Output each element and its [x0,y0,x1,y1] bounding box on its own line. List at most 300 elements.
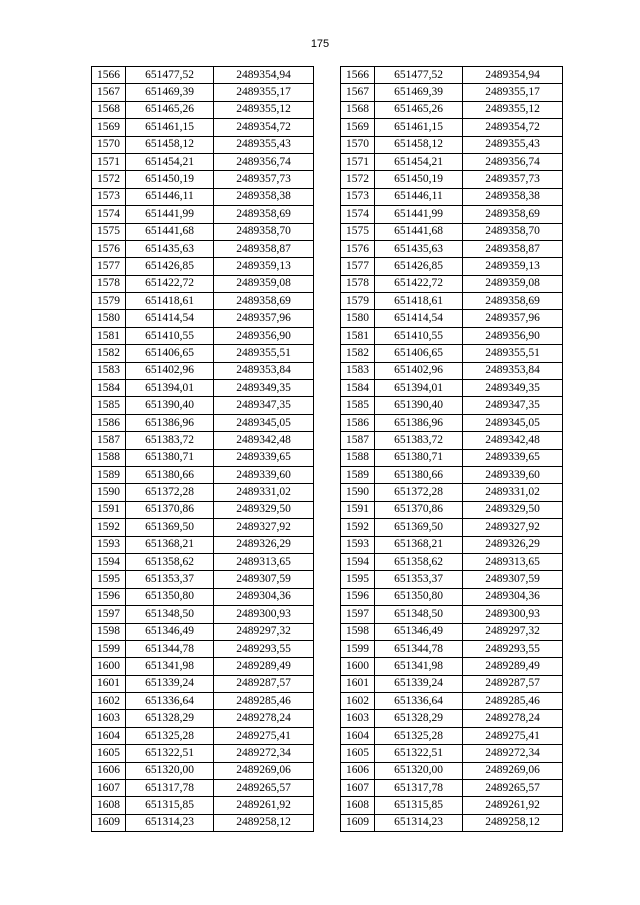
table-row [92,640,314,657]
y-coordinate-cell: 2489285,46 [214,693,314,710]
point-number-cell: 1607 [92,780,126,797]
y-coordinate-cell: 2489357,96 [214,310,314,327]
y-coordinate-cell: 2489356,90 [463,327,563,344]
table-row [92,275,314,292]
table-row [92,449,314,466]
y-coordinate-cell: 2489358,69 [214,293,314,310]
point-number-cell: 1575 [341,223,375,240]
y-coordinate-cell: 2489355,17 [463,84,563,101]
point-number-cell: 1606 [341,762,375,779]
table-row [92,432,314,449]
x-coordinate-cell: 651339,24 [375,675,463,692]
y-coordinate-cell: 2489300,93 [463,606,563,623]
x-coordinate-cell: 651380,71 [375,449,463,466]
point-number-cell: 1603 [92,710,126,727]
table-row [341,466,563,483]
y-coordinate-cell: 2489265,57 [214,780,314,797]
x-coordinate-cell: 651372,28 [375,484,463,501]
y-coordinate-cell: 2489304,36 [214,588,314,605]
point-number-cell: 1577 [92,258,126,275]
x-coordinate-cell: 651315,85 [375,797,463,814]
y-coordinate-cell: 2489313,65 [463,553,563,570]
x-coordinate-cell: 651380,66 [375,466,463,483]
point-number-cell: 1574 [92,206,126,223]
coordinates-table-right [340,66,563,832]
point-number-cell: 1608 [341,797,375,814]
x-coordinate-cell: 651461,15 [126,119,214,136]
y-coordinate-cell: 2489278,24 [214,710,314,727]
x-coordinate-cell: 651336,64 [126,693,214,710]
table-row [341,223,563,240]
y-coordinate-cell: 2489289,49 [214,658,314,675]
point-number-cell: 1575 [92,223,126,240]
point-number-cell: 1581 [341,327,375,344]
x-coordinate-cell: 651383,72 [126,432,214,449]
x-coordinate-cell: 651380,66 [126,466,214,483]
y-coordinate-cell: 2489359,13 [463,258,563,275]
point-number-cell: 1588 [341,449,375,466]
y-coordinate-cell: 2489358,38 [214,188,314,205]
point-number-cell: 1579 [92,293,126,310]
x-coordinate-cell: 651441,68 [126,223,214,240]
table-row [341,258,563,275]
y-coordinate-cell: 2489347,35 [463,397,563,414]
point-number-cell: 1583 [92,362,126,379]
table-row [92,119,314,136]
x-coordinate-cell: 651454,21 [375,153,463,170]
y-coordinate-cell: 2489304,36 [463,588,563,605]
point-number-cell: 1587 [92,432,126,449]
y-coordinate-cell: 2489355,17 [214,84,314,101]
point-number-cell: 1594 [92,553,126,570]
table-row [341,814,563,831]
table-row [341,84,563,101]
x-coordinate-cell: 651344,78 [126,640,214,657]
x-coordinate-cell: 651353,37 [375,571,463,588]
table-row [341,240,563,257]
x-coordinate-cell: 651477,52 [126,67,214,84]
table-row [341,119,563,136]
point-number-cell: 1578 [341,275,375,292]
table-row [341,501,563,518]
table-row [92,588,314,605]
point-number-cell: 1568 [341,101,375,118]
x-coordinate-cell: 651372,28 [126,484,214,501]
point-number-cell: 1590 [92,484,126,501]
table-row [341,571,563,588]
point-number-cell: 1566 [92,67,126,84]
point-number-cell: 1602 [92,693,126,710]
table-row [341,310,563,327]
table-row [341,293,563,310]
point-number-cell: 1599 [341,640,375,657]
x-coordinate-cell: 651353,37 [126,571,214,588]
table-row [92,293,314,310]
y-coordinate-cell: 2489345,05 [214,414,314,431]
point-number-cell: 1576 [92,240,126,257]
table-row [341,797,563,814]
x-coordinate-cell: 651315,85 [126,797,214,814]
point-number-cell: 1600 [341,658,375,675]
point-number-cell: 1587 [341,432,375,449]
x-coordinate-cell: 651339,24 [126,675,214,692]
table-row [92,240,314,257]
table-row [92,362,314,379]
table-row [92,310,314,327]
table-row [92,397,314,414]
point-number-cell: 1595 [92,571,126,588]
table-row [92,171,314,188]
x-coordinate-cell: 651402,96 [375,362,463,379]
x-coordinate-cell: 651418,61 [126,293,214,310]
y-coordinate-cell: 2489269,06 [214,762,314,779]
x-coordinate-cell: 651325,28 [375,727,463,744]
y-coordinate-cell: 2489359,13 [214,258,314,275]
x-coordinate-cell: 651394,01 [126,380,214,397]
point-number-cell: 1595 [341,571,375,588]
x-coordinate-cell: 651368,21 [375,536,463,553]
x-coordinate-cell: 651320,00 [126,762,214,779]
y-coordinate-cell: 2489285,46 [463,693,563,710]
x-coordinate-cell: 651414,54 [375,310,463,327]
y-coordinate-cell: 2489347,35 [214,397,314,414]
y-coordinate-cell: 2489357,73 [463,171,563,188]
point-number-cell: 1567 [341,84,375,101]
y-coordinate-cell: 2489354,94 [214,67,314,84]
point-number-cell: 1585 [341,397,375,414]
point-number-cell: 1579 [341,293,375,310]
point-number-cell: 1604 [92,727,126,744]
point-number-cell: 1591 [92,501,126,518]
table-row [92,501,314,518]
y-coordinate-cell: 2489339,65 [214,449,314,466]
table-row [341,484,563,501]
y-coordinate-cell: 2489297,32 [463,623,563,640]
x-coordinate-cell: 651322,51 [375,745,463,762]
y-coordinate-cell: 2489275,41 [463,727,563,744]
point-number-cell: 1597 [92,606,126,623]
point-number-cell: 1580 [92,310,126,327]
table-row [92,223,314,240]
x-coordinate-cell: 651435,63 [375,240,463,257]
table-row [341,275,563,292]
x-coordinate-cell: 651314,23 [126,814,214,831]
x-coordinate-cell: 651394,01 [375,380,463,397]
y-coordinate-cell: 2489307,59 [214,571,314,588]
y-coordinate-cell: 2489358,70 [214,223,314,240]
point-number-cell: 1596 [92,588,126,605]
point-number-cell: 1583 [341,362,375,379]
x-coordinate-cell: 651435,63 [126,240,214,257]
point-number-cell: 1574 [341,206,375,223]
y-coordinate-cell: 2489300,93 [214,606,314,623]
y-coordinate-cell: 2489289,49 [463,658,563,675]
x-coordinate-cell: 651441,68 [375,223,463,240]
x-coordinate-cell: 651341,98 [375,658,463,675]
table-row [92,84,314,101]
x-coordinate-cell: 651317,78 [126,780,214,797]
page-number: 175 [310,38,330,50]
x-coordinate-cell: 651350,80 [375,588,463,605]
table-row [341,553,563,570]
point-number-cell: 1576 [341,240,375,257]
point-number-cell: 1608 [92,797,126,814]
y-coordinate-cell: 2489331,02 [214,484,314,501]
table-row [92,762,314,779]
x-coordinate-cell: 651314,23 [375,814,463,831]
table-row [341,675,563,692]
point-number-cell: 1572 [341,171,375,188]
x-coordinate-cell: 651336,64 [375,693,463,710]
x-coordinate-cell: 651465,26 [375,101,463,118]
point-number-cell: 1573 [92,188,126,205]
x-coordinate-cell: 651410,55 [375,327,463,344]
point-number-cell: 1572 [92,171,126,188]
x-coordinate-cell: 651369,50 [126,519,214,536]
y-coordinate-cell: 2489354,72 [214,119,314,136]
table-row [92,258,314,275]
y-coordinate-cell: 2489339,60 [214,466,314,483]
table-row [341,449,563,466]
point-number-cell: 1593 [92,536,126,553]
table-row [341,606,563,623]
x-coordinate-cell: 651383,72 [375,432,463,449]
x-coordinate-cell: 651325,28 [126,727,214,744]
table-row [341,536,563,553]
table-row [341,623,563,640]
y-coordinate-cell: 2489345,05 [463,414,563,431]
point-number-cell: 1569 [92,119,126,136]
x-coordinate-cell: 651386,96 [375,414,463,431]
x-coordinate-cell: 651461,15 [375,119,463,136]
y-coordinate-cell: 2489293,55 [463,640,563,657]
y-coordinate-cell: 2489357,73 [214,171,314,188]
y-coordinate-cell: 2489342,48 [463,432,563,449]
x-coordinate-cell: 651358,62 [126,553,214,570]
point-number-cell: 1609 [92,814,126,831]
point-number-cell: 1603 [341,710,375,727]
x-coordinate-cell: 651458,12 [375,136,463,153]
x-coordinate-cell: 651322,51 [126,745,214,762]
x-coordinate-cell: 651370,86 [375,501,463,518]
table-row [92,327,314,344]
point-number-cell: 1570 [92,136,126,153]
y-coordinate-cell: 2489356,74 [214,153,314,170]
point-number-cell: 1586 [92,414,126,431]
table-row [341,136,563,153]
table-row [341,727,563,744]
table-row [92,814,314,831]
x-coordinate-cell: 651320,00 [375,762,463,779]
y-coordinate-cell: 2489358,87 [463,240,563,257]
point-number-cell: 1585 [92,397,126,414]
x-coordinate-cell: 651346,49 [126,623,214,640]
y-coordinate-cell: 2489261,92 [463,797,563,814]
x-coordinate-cell: 651469,39 [375,84,463,101]
table-row [341,745,563,762]
y-coordinate-cell: 2489272,34 [463,745,563,762]
y-coordinate-cell: 2489356,74 [463,153,563,170]
table-row [341,362,563,379]
point-number-cell: 1607 [341,780,375,797]
table-row [92,571,314,588]
y-coordinate-cell: 2489326,29 [214,536,314,553]
point-number-cell: 1601 [92,675,126,692]
point-number-cell: 1571 [341,153,375,170]
table-row [92,606,314,623]
x-coordinate-cell: 651346,49 [375,623,463,640]
table-row [341,519,563,536]
point-number-cell: 1598 [92,623,126,640]
point-number-cell: 1581 [92,327,126,344]
x-coordinate-cell: 651370,86 [126,501,214,518]
point-number-cell: 1568 [92,101,126,118]
y-coordinate-cell: 2489329,50 [463,501,563,518]
point-number-cell: 1599 [92,640,126,657]
x-coordinate-cell: 651418,61 [375,293,463,310]
table-row [341,780,563,797]
x-coordinate-cell: 651348,50 [375,606,463,623]
y-coordinate-cell: 2489297,32 [214,623,314,640]
table-row [92,188,314,205]
y-coordinate-cell: 2489355,43 [463,136,563,153]
y-coordinate-cell: 2489358,38 [463,188,563,205]
x-coordinate-cell: 651426,85 [375,258,463,275]
x-coordinate-cell: 651350,80 [126,588,214,605]
y-coordinate-cell: 2489326,29 [463,536,563,553]
y-coordinate-cell: 2489349,35 [214,380,314,397]
x-coordinate-cell: 651477,52 [375,67,463,84]
point-number-cell: 1596 [341,588,375,605]
x-coordinate-cell: 651422,72 [126,275,214,292]
y-coordinate-cell: 2489278,24 [463,710,563,727]
table-row [92,101,314,118]
table-row [341,67,563,84]
x-coordinate-cell: 651386,96 [126,414,214,431]
y-coordinate-cell: 2489313,65 [214,553,314,570]
point-number-cell: 1591 [341,501,375,518]
point-number-cell: 1571 [92,153,126,170]
table-row [341,658,563,675]
y-coordinate-cell: 2489287,57 [463,675,563,692]
table-row [341,101,563,118]
x-coordinate-cell: 651406,65 [126,345,214,362]
table-row [92,206,314,223]
y-coordinate-cell: 2489258,12 [463,814,563,831]
y-coordinate-cell: 2489359,08 [214,275,314,292]
y-coordinate-cell: 2489358,69 [214,206,314,223]
table-row [92,466,314,483]
table-row [92,797,314,814]
table-row [92,727,314,744]
x-coordinate-cell: 651441,99 [126,206,214,223]
x-coordinate-cell: 651465,26 [126,101,214,118]
point-number-cell: 1598 [341,623,375,640]
point-number-cell: 1577 [341,258,375,275]
y-coordinate-cell: 2489275,41 [214,727,314,744]
table-row [341,693,563,710]
point-number-cell: 1569 [341,119,375,136]
y-coordinate-cell: 2489287,57 [214,675,314,692]
table-row [92,536,314,553]
y-coordinate-cell: 2489331,02 [463,484,563,501]
x-coordinate-cell: 651344,78 [375,640,463,657]
x-coordinate-cell: 651469,39 [126,84,214,101]
y-coordinate-cell: 2489342,48 [214,432,314,449]
x-coordinate-cell: 651426,85 [126,258,214,275]
y-coordinate-cell: 2489293,55 [214,640,314,657]
x-coordinate-cell: 651328,29 [375,710,463,727]
point-number-cell: 1584 [341,380,375,397]
table-row [341,762,563,779]
y-coordinate-cell: 2489359,08 [463,275,563,292]
y-coordinate-cell: 2489265,57 [463,780,563,797]
table-row [341,397,563,414]
y-coordinate-cell: 2489339,60 [463,466,563,483]
x-coordinate-cell: 651414,54 [126,310,214,327]
y-coordinate-cell: 2489358,69 [463,206,563,223]
point-number-cell: 1605 [341,745,375,762]
table-row [92,414,314,431]
table-row [92,345,314,362]
point-number-cell: 1597 [341,606,375,623]
x-coordinate-cell: 651328,29 [126,710,214,727]
table-row [92,745,314,762]
table-row [341,710,563,727]
table-row [92,153,314,170]
table-row [92,136,314,153]
point-number-cell: 1592 [92,519,126,536]
table-row [341,380,563,397]
y-coordinate-cell: 2489354,72 [463,119,563,136]
y-coordinate-cell: 2489353,84 [214,362,314,379]
point-number-cell: 1578 [92,275,126,292]
x-coordinate-cell: 651422,72 [375,275,463,292]
x-coordinate-cell: 651450,19 [375,171,463,188]
coordinates-table-left [91,66,314,832]
table-row [92,780,314,797]
x-coordinate-cell: 651454,21 [126,153,214,170]
point-number-cell: 1582 [92,345,126,362]
point-number-cell: 1567 [92,84,126,101]
point-number-cell: 1582 [341,345,375,362]
table-row [92,519,314,536]
x-coordinate-cell: 651390,40 [126,397,214,414]
table-row [341,153,563,170]
point-number-cell: 1600 [92,658,126,675]
x-coordinate-cell: 651402,96 [126,362,214,379]
y-coordinate-cell: 2489355,12 [214,101,314,118]
point-number-cell: 1592 [341,519,375,536]
table-row [341,171,563,188]
y-coordinate-cell: 2489329,50 [214,501,314,518]
y-coordinate-cell: 2489269,06 [463,762,563,779]
x-coordinate-cell: 651390,40 [375,397,463,414]
table-row [92,710,314,727]
y-coordinate-cell: 2489358,69 [463,293,563,310]
x-coordinate-cell: 651368,21 [126,536,214,553]
x-coordinate-cell: 651450,19 [126,171,214,188]
y-coordinate-cell: 2489355,43 [214,136,314,153]
table-row [92,693,314,710]
table-row [341,414,563,431]
y-coordinate-cell: 2489354,94 [463,67,563,84]
table-row [92,675,314,692]
point-number-cell: 1602 [341,693,375,710]
point-number-cell: 1606 [92,762,126,779]
x-coordinate-cell: 651441,99 [375,206,463,223]
point-number-cell: 1594 [341,553,375,570]
